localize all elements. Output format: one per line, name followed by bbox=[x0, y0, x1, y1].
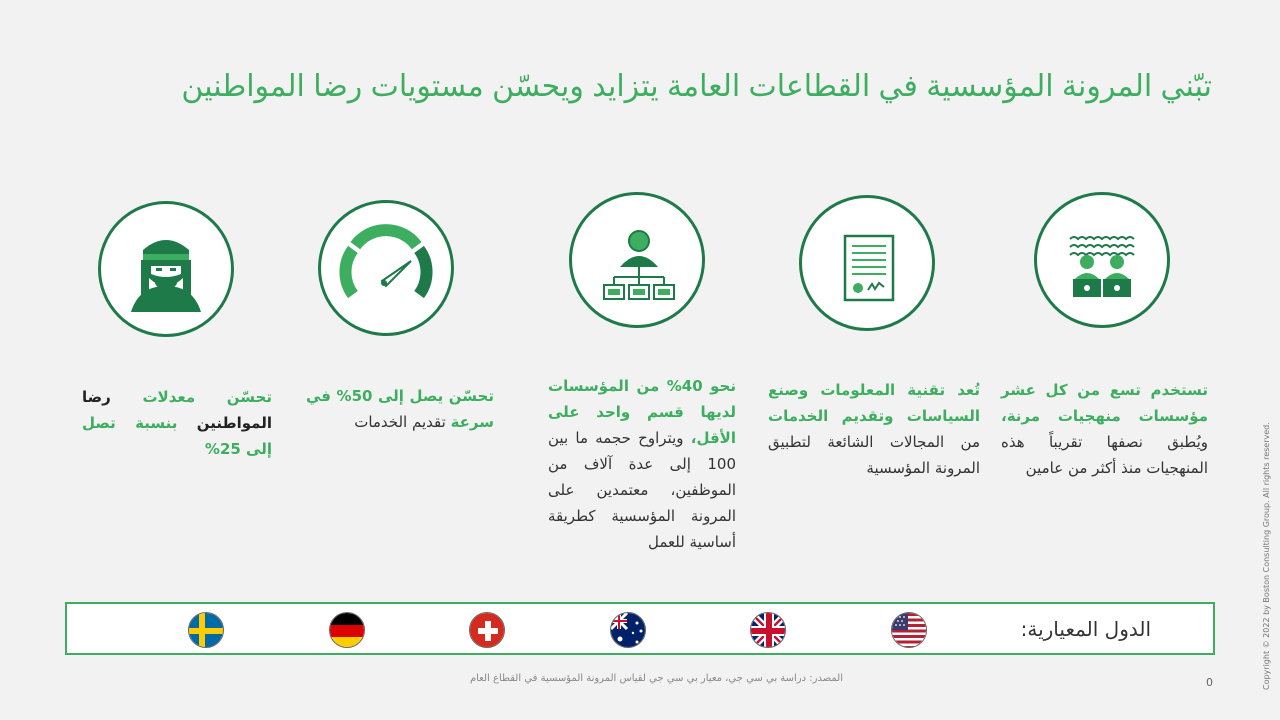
benchmark-label: الدول المعيارية: bbox=[1020, 617, 1151, 641]
switzerland-flag bbox=[469, 612, 505, 648]
col3-highlight: نحو 40% من المؤسسات لديها قسم واحد على الأقل، bbox=[548, 377, 737, 447]
col1-text: ويُطبق نصفها تقريباً هذه المنهجيات منذ أكثر من عامين bbox=[1001, 433, 1208, 477]
col5-part1: تحسّن معدلات bbox=[110, 388, 272, 406]
speedometer-icon bbox=[321, 203, 451, 333]
citizen-circle bbox=[98, 201, 234, 337]
text-column-5 bbox=[82, 384, 272, 462]
germany-flag bbox=[329, 612, 365, 648]
document-icon bbox=[802, 198, 932, 328]
page-number: 0 bbox=[1206, 676, 1213, 689]
uk-flag bbox=[750, 612, 786, 648]
speedometer-circle bbox=[318, 200, 454, 336]
document-circle bbox=[799, 195, 935, 331]
citizen-icon bbox=[101, 204, 231, 334]
col5-part3: بنسبة تصل إلى 25% bbox=[82, 414, 272, 458]
text-column-1 bbox=[1001, 377, 1208, 481]
meeting-circle bbox=[1034, 192, 1170, 328]
org-chart-circle bbox=[569, 192, 705, 328]
text-column-4 bbox=[306, 383, 494, 435]
col5-part2: رضا المواطنين bbox=[82, 388, 272, 432]
org-chart-icon bbox=[572, 195, 702, 325]
benchmark-bar bbox=[65, 602, 1215, 655]
col2-text: من المجالات الشائعة لتطبيق المرونة المؤسسية bbox=[768, 433, 980, 477]
col1-highlight: تستخدم تسع من كل عشر مؤسسات منهجيات مرنة، bbox=[1001, 381, 1208, 425]
page-title: تبّني المرونة المؤسسية في القطاعات العامة يتزايد ويحسّن مستويات رضا المواطنين bbox=[181, 70, 1212, 103]
text-column-2 bbox=[768, 377, 980, 481]
usa-flag bbox=[891, 612, 927, 648]
col2-highlight: تُعد تقنية المعلومات وصنع السياسات وتقديم الخدمات bbox=[768, 381, 980, 425]
col4-text: تقديم الخدمات bbox=[354, 413, 451, 431]
source-note: المصدر: دراسة بي سي جي، معيار بي سي جي لقياس المرونة المؤسسية في القطاع العام bbox=[469, 673, 843, 684]
text-column-3 bbox=[548, 373, 736, 555]
col3-text: ويتراوح حجمه ما بين 100 إلى عدة آلاف من الموظفين، معتمدين على المرونة المؤسسية كطريقة أساسية للعمل bbox=[548, 429, 736, 551]
meeting-icon bbox=[1037, 195, 1167, 325]
copyright-note: Copyright © 2022 by Boston Consulting Group. All rights reserved. bbox=[1262, 422, 1271, 690]
col4-highlight: تحسّن يصل إلى 50% في سرعة bbox=[306, 387, 494, 431]
sweden-flag bbox=[188, 612, 224, 648]
australia-flag bbox=[610, 612, 646, 648]
